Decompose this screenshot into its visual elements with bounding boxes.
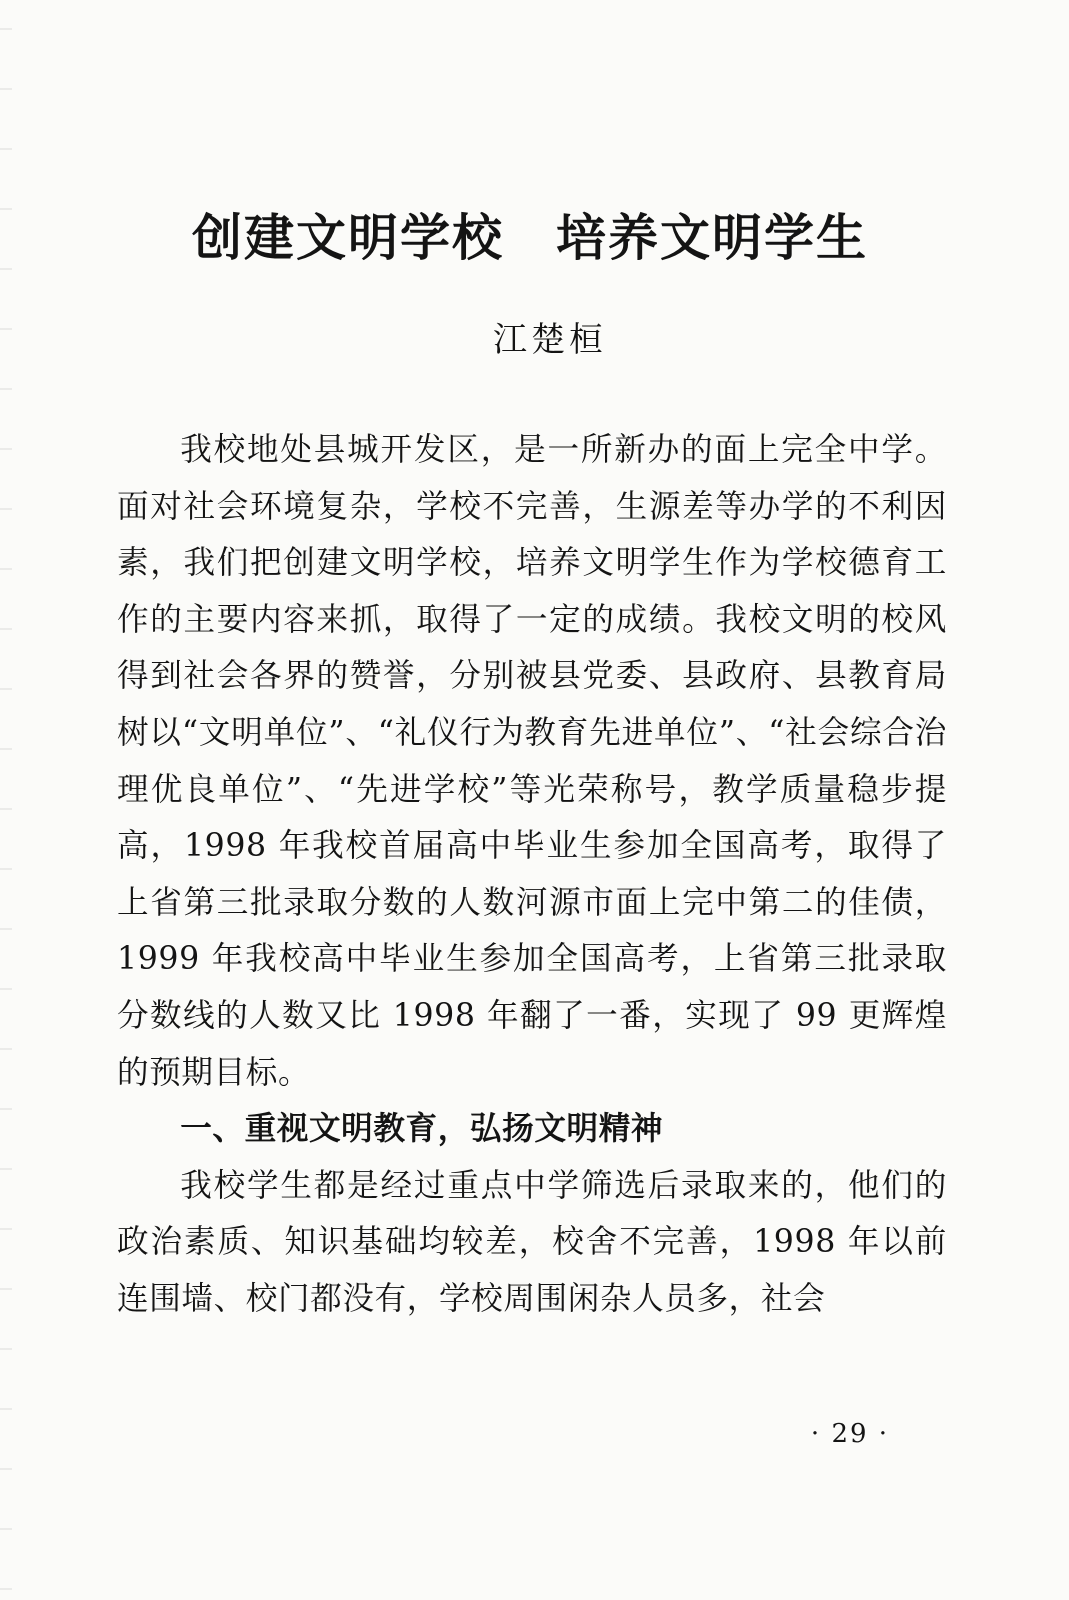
section-paragraph: 我校学生都是经过重点中学筛选后录取来的，他们的政治素质、知识基础均较差，校舍不完善，1998 年以前连围墙、校门都没有，学校周围闲杂人员多，社会 <box>117 1167 947 1317</box>
article-title: 创建文明学校 培养文明学生 <box>192 208 868 267</box>
intro-paragraph: 我校地处县城开发区，是一所新办的面上完全中学。面对社会环境复杂，学校不完善，生源差等办学的不利因素，我们把创建文明学校，培养文明学生作为学校德育工作的主要内容来抓，取得了一定的成绩。我校文明的校风得到社会各界的赞誉，分别被县党委、县政府、县教育局树以“文明单位”、“礼仪行为教育先进单位”、“社会综合治理优良单位”、“先进学校”等光荣称号，教学质量稳步提高，1998 年我校首届高中毕业生参加全国高考，取得了上省第三批录取分数的人数河源市面上完中第二的佳债，1999 年我校高中毕业生参加全国高考，上省第三批录取分数线的人数又比 1998 年翻了一番，实现了 99 更辉煌的预期目标。 <box>117 432 947 1091</box>
page-number: · 29 · <box>810 1419 890 1449</box>
article-body <box>117 422 947 1328</box>
section-heading: 一、重视文明教育，弘扬文明精神 <box>180 1111 664 1148</box>
article-author: 江楚桓 <box>493 320 607 360</box>
scan-edge <box>0 0 12 1600</box>
